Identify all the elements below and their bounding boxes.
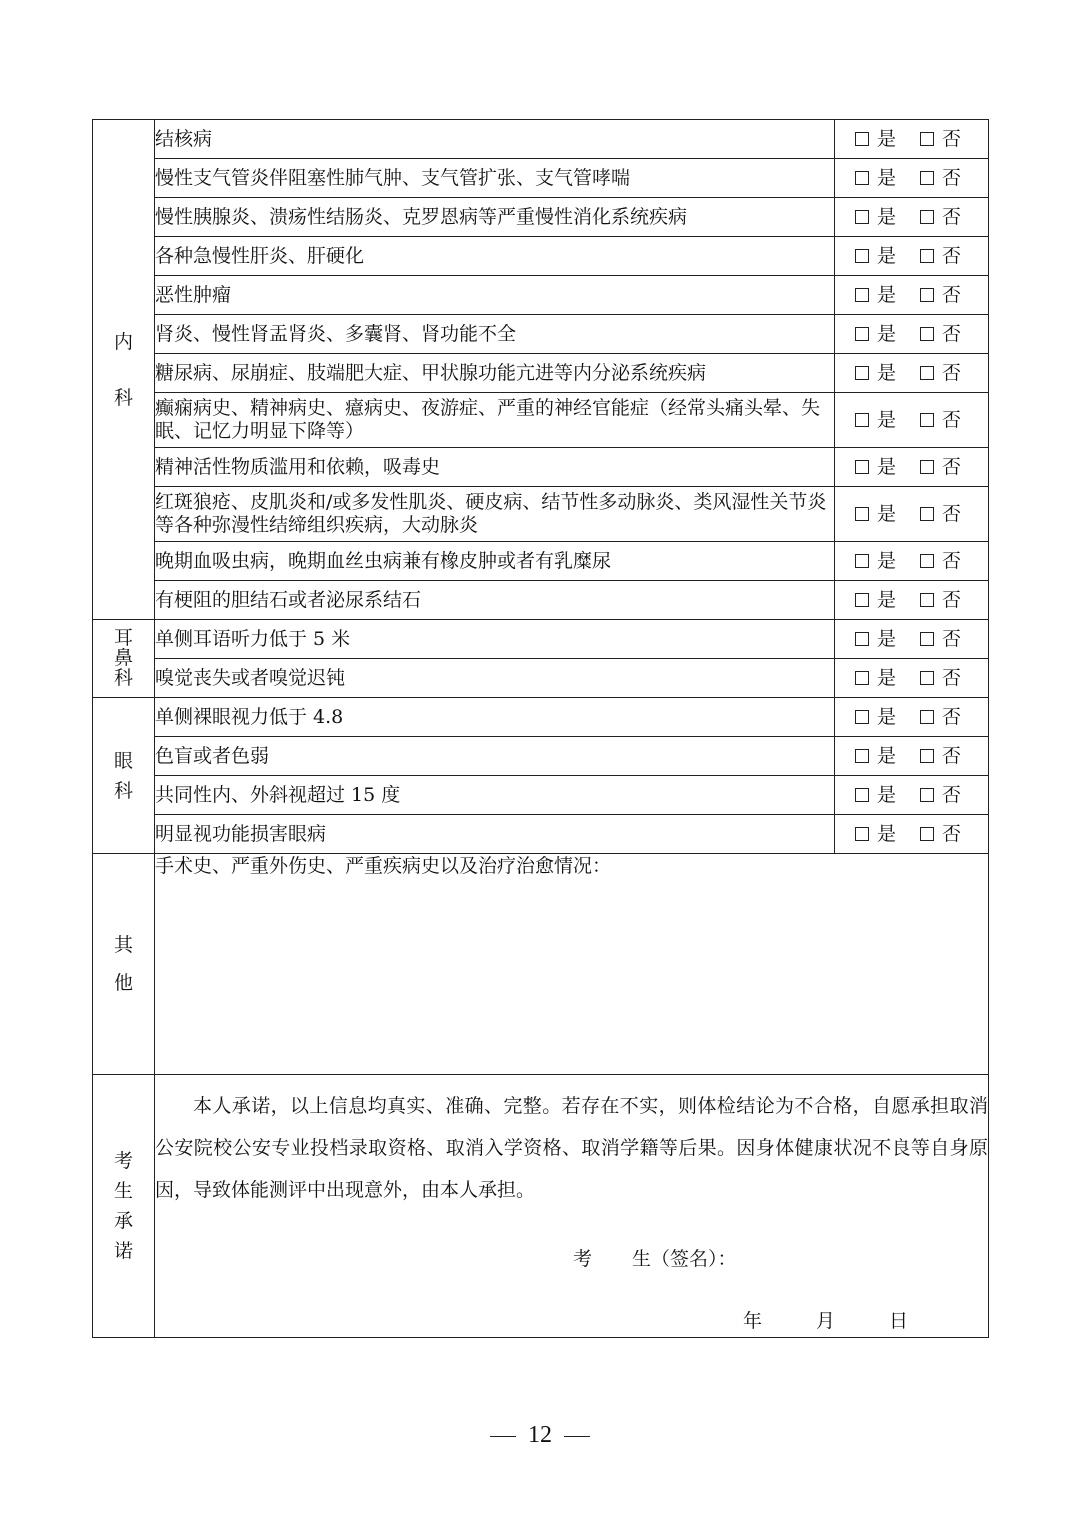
option-yes[interactable] bbox=[855, 322, 896, 346]
category-neike bbox=[93, 120, 155, 620]
table-row bbox=[93, 393, 989, 448]
option-no[interactable] bbox=[920, 408, 961, 432]
category-char: 内 bbox=[113, 330, 133, 353]
option-yes[interactable] bbox=[855, 361, 896, 385]
yes-label: 是 bbox=[877, 550, 897, 572]
table-row bbox=[93, 448, 989, 487]
option-yes[interactable] bbox=[855, 283, 896, 307]
category-char: 眼 bbox=[113, 749, 133, 772]
option-no[interactable] bbox=[920, 783, 961, 807]
category-label bbox=[114, 296, 133, 444]
answer-cell bbox=[835, 159, 989, 198]
category-label bbox=[114, 1145, 133, 1268]
option-no[interactable] bbox=[920, 666, 961, 690]
answer-cell bbox=[835, 276, 989, 315]
no-label: 否 bbox=[942, 284, 962, 306]
no-checkbox[interactable] bbox=[920, 554, 934, 568]
no-checkbox[interactable] bbox=[920, 827, 934, 841]
page-number-value: 12 bbox=[528, 1422, 552, 1448]
answer-cell bbox=[835, 315, 989, 354]
answer-options bbox=[835, 744, 988, 768]
yes-checkbox[interactable] bbox=[855, 171, 869, 185]
answer-options bbox=[835, 502, 988, 526]
table-row bbox=[93, 542, 989, 581]
answer-cell bbox=[835, 237, 989, 276]
condition-item: 癫痫病史、精神病史、癔病史、夜游症、严重的神经官能症（经常头痛头晕、失眠、记忆力明显下降等） bbox=[155, 393, 835, 448]
option-no[interactable] bbox=[920, 166, 961, 190]
date-day-label: 日 bbox=[889, 1310, 909, 1332]
option-no[interactable] bbox=[920, 361, 961, 385]
answer-options bbox=[835, 127, 988, 151]
answer-options bbox=[835, 705, 988, 729]
option-no[interactable] bbox=[920, 127, 961, 151]
other-row bbox=[93, 854, 989, 1075]
pledge-cell bbox=[155, 1075, 989, 1338]
category-label bbox=[114, 741, 133, 811]
yes-label: 是 bbox=[877, 284, 897, 306]
table-row bbox=[93, 815, 989, 854]
category-char: 承 bbox=[113, 1209, 133, 1232]
yes-checkbox[interactable] bbox=[855, 210, 869, 224]
pledge-text: 本人承诺，以上信息均真实、准确、完整。若存在不实，则体检结论为不合格，自愿承担取消公安院校公安专业投档录取资格、取消入学资格、取消学籍等后果。因身体健康状况不良等自身原因，导致体能测评中出现意外，由本人承担。 bbox=[155, 1095, 988, 1201]
option-no[interactable] bbox=[920, 283, 961, 307]
category-char: 科 bbox=[113, 779, 133, 802]
option-no[interactable] bbox=[920, 705, 961, 729]
table-row bbox=[93, 581, 989, 620]
yes-label: 是 bbox=[877, 589, 897, 611]
category-char: 他 bbox=[113, 972, 133, 994]
option-no[interactable] bbox=[920, 322, 961, 346]
other-history-field[interactable] bbox=[155, 854, 989, 1075]
option-no[interactable] bbox=[920, 549, 961, 573]
table-row bbox=[93, 276, 989, 315]
condition-item: 慢性支气管炎伴阻塞性肺气肿、支气管扩张、支气管哮喘 bbox=[155, 159, 835, 198]
category-chengnuo bbox=[93, 1075, 155, 1338]
answer-options bbox=[835, 361, 988, 385]
yes-label: 是 bbox=[877, 323, 897, 345]
date-line[interactable] bbox=[743, 1309, 908, 1333]
no-checkbox[interactable] bbox=[920, 327, 934, 341]
yes-checkbox[interactable] bbox=[855, 366, 869, 380]
answer-options bbox=[835, 283, 988, 307]
condition-item: 精神活性物质滥用和依赖，吸毒史 bbox=[155, 448, 835, 487]
option-yes[interactable] bbox=[855, 166, 896, 190]
answer-cell bbox=[835, 198, 989, 237]
answer-cell bbox=[835, 815, 989, 854]
category-char: 科 bbox=[113, 386, 133, 409]
table-row bbox=[93, 698, 989, 737]
no-label: 否 bbox=[942, 628, 962, 650]
yes-checkbox[interactable] bbox=[855, 710, 869, 724]
table-row bbox=[93, 159, 989, 198]
answer-cell bbox=[835, 620, 989, 659]
option-yes[interactable] bbox=[855, 588, 896, 612]
no-checkbox[interactable] bbox=[920, 413, 934, 427]
table-row bbox=[93, 487, 989, 542]
no-label: 否 bbox=[942, 745, 962, 767]
answer-cell bbox=[835, 737, 989, 776]
yes-label: 是 bbox=[877, 456, 897, 478]
yes-label: 是 bbox=[877, 667, 897, 689]
yes-checkbox[interactable] bbox=[855, 507, 869, 521]
other-history-prompt: 手术史、严重外伤史、严重疾病史以及治疗治愈情况： bbox=[155, 855, 612, 877]
no-checkbox[interactable] bbox=[920, 249, 934, 263]
yes-label: 是 bbox=[877, 245, 897, 267]
no-label: 否 bbox=[942, 167, 962, 189]
yes-checkbox[interactable] bbox=[855, 413, 869, 427]
answer-cell bbox=[835, 776, 989, 815]
yes-checkbox[interactable] bbox=[855, 327, 869, 341]
answer-options bbox=[835, 588, 988, 612]
option-yes[interactable] bbox=[855, 666, 896, 690]
option-no[interactable] bbox=[920, 627, 961, 651]
yes-label: 是 bbox=[877, 823, 897, 845]
category-yanke bbox=[93, 698, 155, 854]
no-checkbox[interactable] bbox=[920, 671, 934, 685]
yes-label: 是 bbox=[877, 206, 897, 228]
no-checkbox[interactable] bbox=[920, 366, 934, 380]
page-number-dash-right bbox=[564, 1436, 590, 1437]
option-yes[interactable] bbox=[855, 627, 896, 651]
option-yes[interactable] bbox=[855, 744, 896, 768]
condition-item: 慢性胰腺炎、溃疡性结肠炎、克罗恩病等严重慢性消化系统疾病 bbox=[155, 198, 835, 237]
no-checkbox[interactable] bbox=[920, 171, 934, 185]
condition-item: 共同性内、外斜视超过 15 度 bbox=[155, 776, 835, 815]
option-no[interactable] bbox=[920, 244, 961, 268]
option-no[interactable] bbox=[920, 502, 961, 526]
table-row bbox=[93, 354, 989, 393]
condition-item: 色盲或者色弱 bbox=[155, 737, 835, 776]
no-checkbox[interactable] bbox=[920, 210, 934, 224]
no-checkbox[interactable] bbox=[920, 632, 934, 646]
no-checkbox[interactable] bbox=[920, 710, 934, 724]
yes-label: 是 bbox=[877, 128, 897, 150]
answer-options bbox=[835, 166, 988, 190]
answer-options bbox=[835, 455, 988, 479]
answer-cell bbox=[835, 698, 989, 737]
answer-options bbox=[835, 205, 988, 229]
yes-checkbox[interactable] bbox=[855, 249, 869, 263]
no-label: 否 bbox=[942, 206, 962, 228]
answer-options bbox=[835, 666, 988, 690]
answer-cell bbox=[835, 448, 989, 487]
answer-options bbox=[835, 549, 988, 573]
condition-item: 嗅觉丧失或者嗅觉迟钝 bbox=[155, 659, 835, 698]
no-checkbox[interactable] bbox=[920, 288, 934, 302]
option-yes[interactable] bbox=[855, 502, 896, 526]
yes-checkbox[interactable] bbox=[855, 460, 869, 474]
date-year-label: 年 bbox=[743, 1310, 763, 1332]
no-checkbox[interactable] bbox=[920, 749, 934, 763]
category-char: 考 bbox=[113, 1149, 133, 1172]
signature-line[interactable] bbox=[573, 1247, 737, 1271]
category-label bbox=[114, 628, 133, 688]
yes-label: 是 bbox=[877, 503, 897, 525]
option-yes[interactable] bbox=[855, 244, 896, 268]
no-label: 否 bbox=[942, 323, 962, 345]
yes-checkbox[interactable] bbox=[855, 632, 869, 646]
signature-label-a: 考 bbox=[573, 1248, 593, 1270]
option-yes[interactable] bbox=[855, 127, 896, 151]
signature-label-b: 生（签名）： bbox=[632, 1248, 737, 1270]
yes-checkbox[interactable] bbox=[855, 671, 869, 685]
condition-item: 有梗阻的胆结石或者泌尿系结石 bbox=[155, 581, 835, 620]
date-month-label: 月 bbox=[816, 1310, 836, 1332]
answer-options bbox=[835, 627, 988, 651]
answer-cell bbox=[835, 393, 989, 448]
condition-item: 糖尿病、尿崩症、肢端肥大症、甲状腺功能亢进等内分泌系统疾病 bbox=[155, 354, 835, 393]
condition-item: 恶性肿瘤 bbox=[155, 276, 835, 315]
table-row bbox=[93, 120, 989, 159]
answer-options bbox=[835, 822, 988, 846]
yes-checkbox[interactable] bbox=[855, 593, 869, 607]
table-row bbox=[93, 198, 989, 237]
condition-item: 各种急慢性肝炎、肝硬化 bbox=[155, 237, 835, 276]
table-row bbox=[93, 237, 989, 276]
answer-cell bbox=[835, 542, 989, 581]
answer-cell bbox=[835, 581, 989, 620]
yes-label: 是 bbox=[877, 784, 897, 806]
category-label bbox=[114, 917, 133, 1011]
yes-label: 是 bbox=[877, 745, 897, 767]
no-checkbox[interactable] bbox=[920, 593, 934, 607]
answer-options bbox=[835, 322, 988, 346]
page-number-dash-left bbox=[490, 1436, 516, 1437]
yes-checkbox[interactable] bbox=[855, 788, 869, 802]
answer-cell bbox=[835, 659, 989, 698]
no-label: 否 bbox=[942, 503, 962, 525]
condition-item: 肾炎、慢性肾盂肾炎、多囊肾、肾功能不全 bbox=[155, 315, 835, 354]
category-qita bbox=[93, 854, 155, 1075]
option-yes[interactable] bbox=[855, 783, 896, 807]
yes-label: 是 bbox=[877, 706, 897, 728]
option-no[interactable] bbox=[920, 205, 961, 229]
answer-options bbox=[835, 783, 988, 807]
option-no[interactable] bbox=[920, 588, 961, 612]
no-label: 否 bbox=[942, 784, 962, 806]
yes-label: 是 bbox=[877, 167, 897, 189]
option-yes[interactable] bbox=[855, 205, 896, 229]
category-char: 科 bbox=[113, 666, 133, 689]
no-label: 否 bbox=[942, 823, 962, 845]
answer-cell bbox=[835, 354, 989, 393]
no-checkbox[interactable] bbox=[920, 507, 934, 521]
table-row bbox=[93, 776, 989, 815]
condition-item: 单侧裸眼视力低于 4.8 bbox=[155, 698, 835, 737]
category-char: 生 bbox=[113, 1179, 133, 1202]
table-row bbox=[93, 315, 989, 354]
no-checkbox[interactable] bbox=[920, 132, 934, 146]
condition-item: 单侧耳语听力低于 5 米 bbox=[155, 620, 835, 659]
yes-label: 是 bbox=[877, 362, 897, 384]
no-label: 否 bbox=[942, 667, 962, 689]
option-no[interactable] bbox=[920, 822, 961, 846]
yes-label: 是 bbox=[877, 628, 897, 650]
yes-label: 是 bbox=[877, 409, 897, 431]
option-no[interactable] bbox=[920, 455, 961, 479]
yes-checkbox[interactable] bbox=[855, 288, 869, 302]
no-label: 否 bbox=[942, 706, 962, 728]
yes-checkbox[interactable] bbox=[855, 827, 869, 841]
answer-cell bbox=[835, 487, 989, 542]
answer-options bbox=[835, 244, 988, 268]
condition-item: 晚期血吸虫病，晚期血丝虫病兼有橡皮肿或者有乳糜尿 bbox=[155, 542, 835, 581]
option-yes[interactable] bbox=[855, 705, 896, 729]
category-char: 诺 bbox=[113, 1239, 133, 1262]
table-row bbox=[93, 659, 989, 698]
condition-item: 明显视功能损害眼病 bbox=[155, 815, 835, 854]
option-yes[interactable] bbox=[855, 549, 896, 573]
category-char: 耳 bbox=[113, 626, 133, 649]
no-label: 否 bbox=[942, 589, 962, 611]
answer-options bbox=[835, 408, 988, 432]
option-no[interactable] bbox=[920, 744, 961, 768]
table-row bbox=[93, 620, 989, 659]
medical-history-table bbox=[92, 119, 989, 1338]
table-row bbox=[93, 737, 989, 776]
category-char: 鼻 bbox=[113, 646, 133, 669]
category-char: 其 bbox=[113, 934, 133, 956]
no-checkbox[interactable] bbox=[920, 788, 934, 802]
no-checkbox[interactable] bbox=[920, 460, 934, 474]
category-erbike bbox=[93, 620, 155, 698]
condition-item: 红斑狼疮、皮肌炎和/或多发性肌炎、硬皮病、结节性多动脉炎、类风湿性关节炎等各种弥漫性结缔组织疾病，大动脉炎 bbox=[155, 487, 835, 542]
option-yes[interactable] bbox=[855, 455, 896, 479]
condition-item: 结核病 bbox=[155, 120, 835, 159]
no-label: 否 bbox=[942, 362, 962, 384]
no-label: 否 bbox=[942, 128, 962, 150]
yes-checkbox[interactable] bbox=[855, 554, 869, 568]
yes-checkbox[interactable] bbox=[855, 132, 869, 146]
no-label: 否 bbox=[942, 245, 962, 267]
no-label: 否 bbox=[942, 409, 962, 431]
pledge-row bbox=[93, 1075, 989, 1338]
page-number bbox=[0, 1422, 1080, 1449]
answer-cell bbox=[835, 120, 989, 159]
option-yes[interactable] bbox=[855, 408, 896, 432]
option-yes[interactable] bbox=[855, 822, 896, 846]
no-label: 否 bbox=[942, 456, 962, 478]
no-label: 否 bbox=[942, 550, 962, 572]
yes-checkbox[interactable] bbox=[855, 749, 869, 763]
